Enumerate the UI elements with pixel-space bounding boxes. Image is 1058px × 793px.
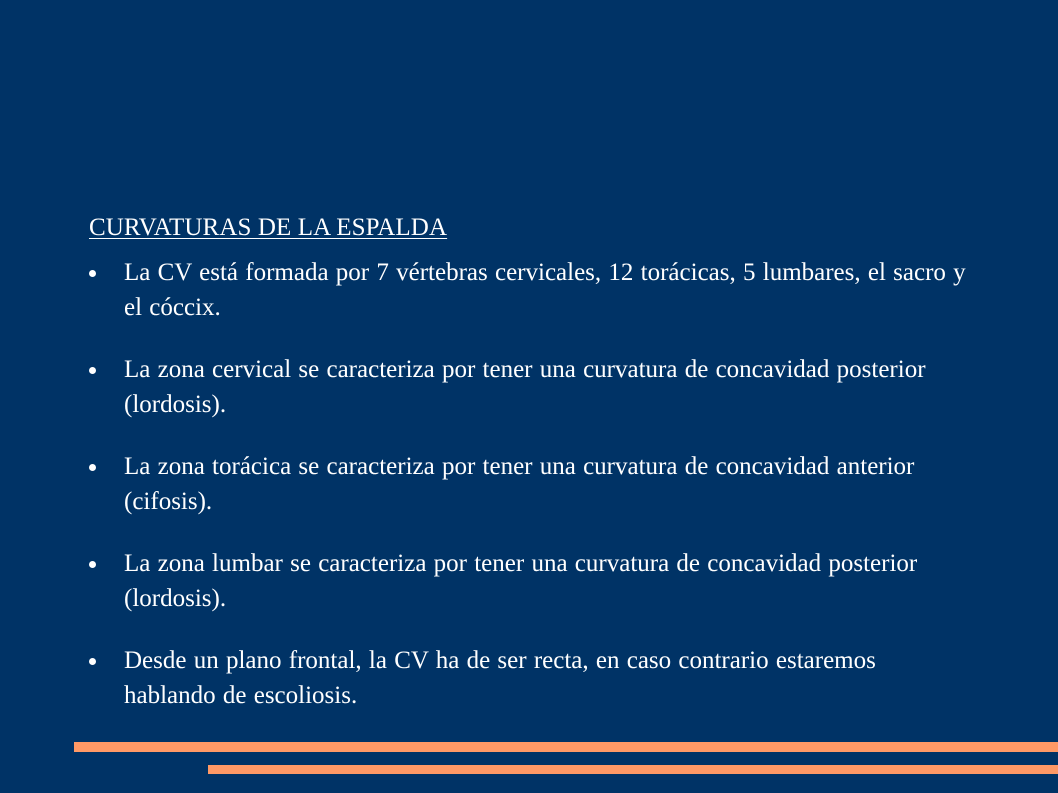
slide-heading: CURVATURAS DE LA ESPALDA: [89, 214, 448, 241]
bullet-icon: [89, 561, 96, 568]
bullet-text: Desde un plano frontal, la CV ha de ser recta, en caso contrario estaremos hablando de escoliosis.: [124, 647, 876, 709]
bullet-icon: [89, 658, 96, 665]
bullet-icon: [89, 464, 96, 471]
bullet-list: [89, 255, 969, 713]
decorative-bar-top: [74, 742, 1058, 752]
slide-content: [89, 207, 969, 740]
bullet-item: [89, 643, 969, 713]
bullet-item: [89, 449, 969, 519]
bullet-text: La CV está formada por 7 vértebras cervicales, 12 torácicas, 5 lumbares, el sacro y el cóccix.: [124, 259, 966, 321]
bullet-icon: [89, 270, 96, 277]
bullet-item: [89, 352, 969, 422]
bullet-icon: [89, 367, 96, 374]
bullet-text: La zona lumbar se caracteriza por tener una curvatura de concavidad posterior (lordosis).: [124, 550, 918, 612]
bullet-text: La zona cervical se caracteriza por tener una curvatura de concavidad posterior (lordosis).: [124, 356, 926, 418]
bullet-text: La zona torácica se caracteriza por tener una curvatura de concavidad anterior (cifosis).: [124, 453, 915, 515]
bullet-item: [89, 255, 969, 325]
bullet-item: [89, 546, 969, 616]
decorative-bar-bottom: [208, 765, 1058, 774]
